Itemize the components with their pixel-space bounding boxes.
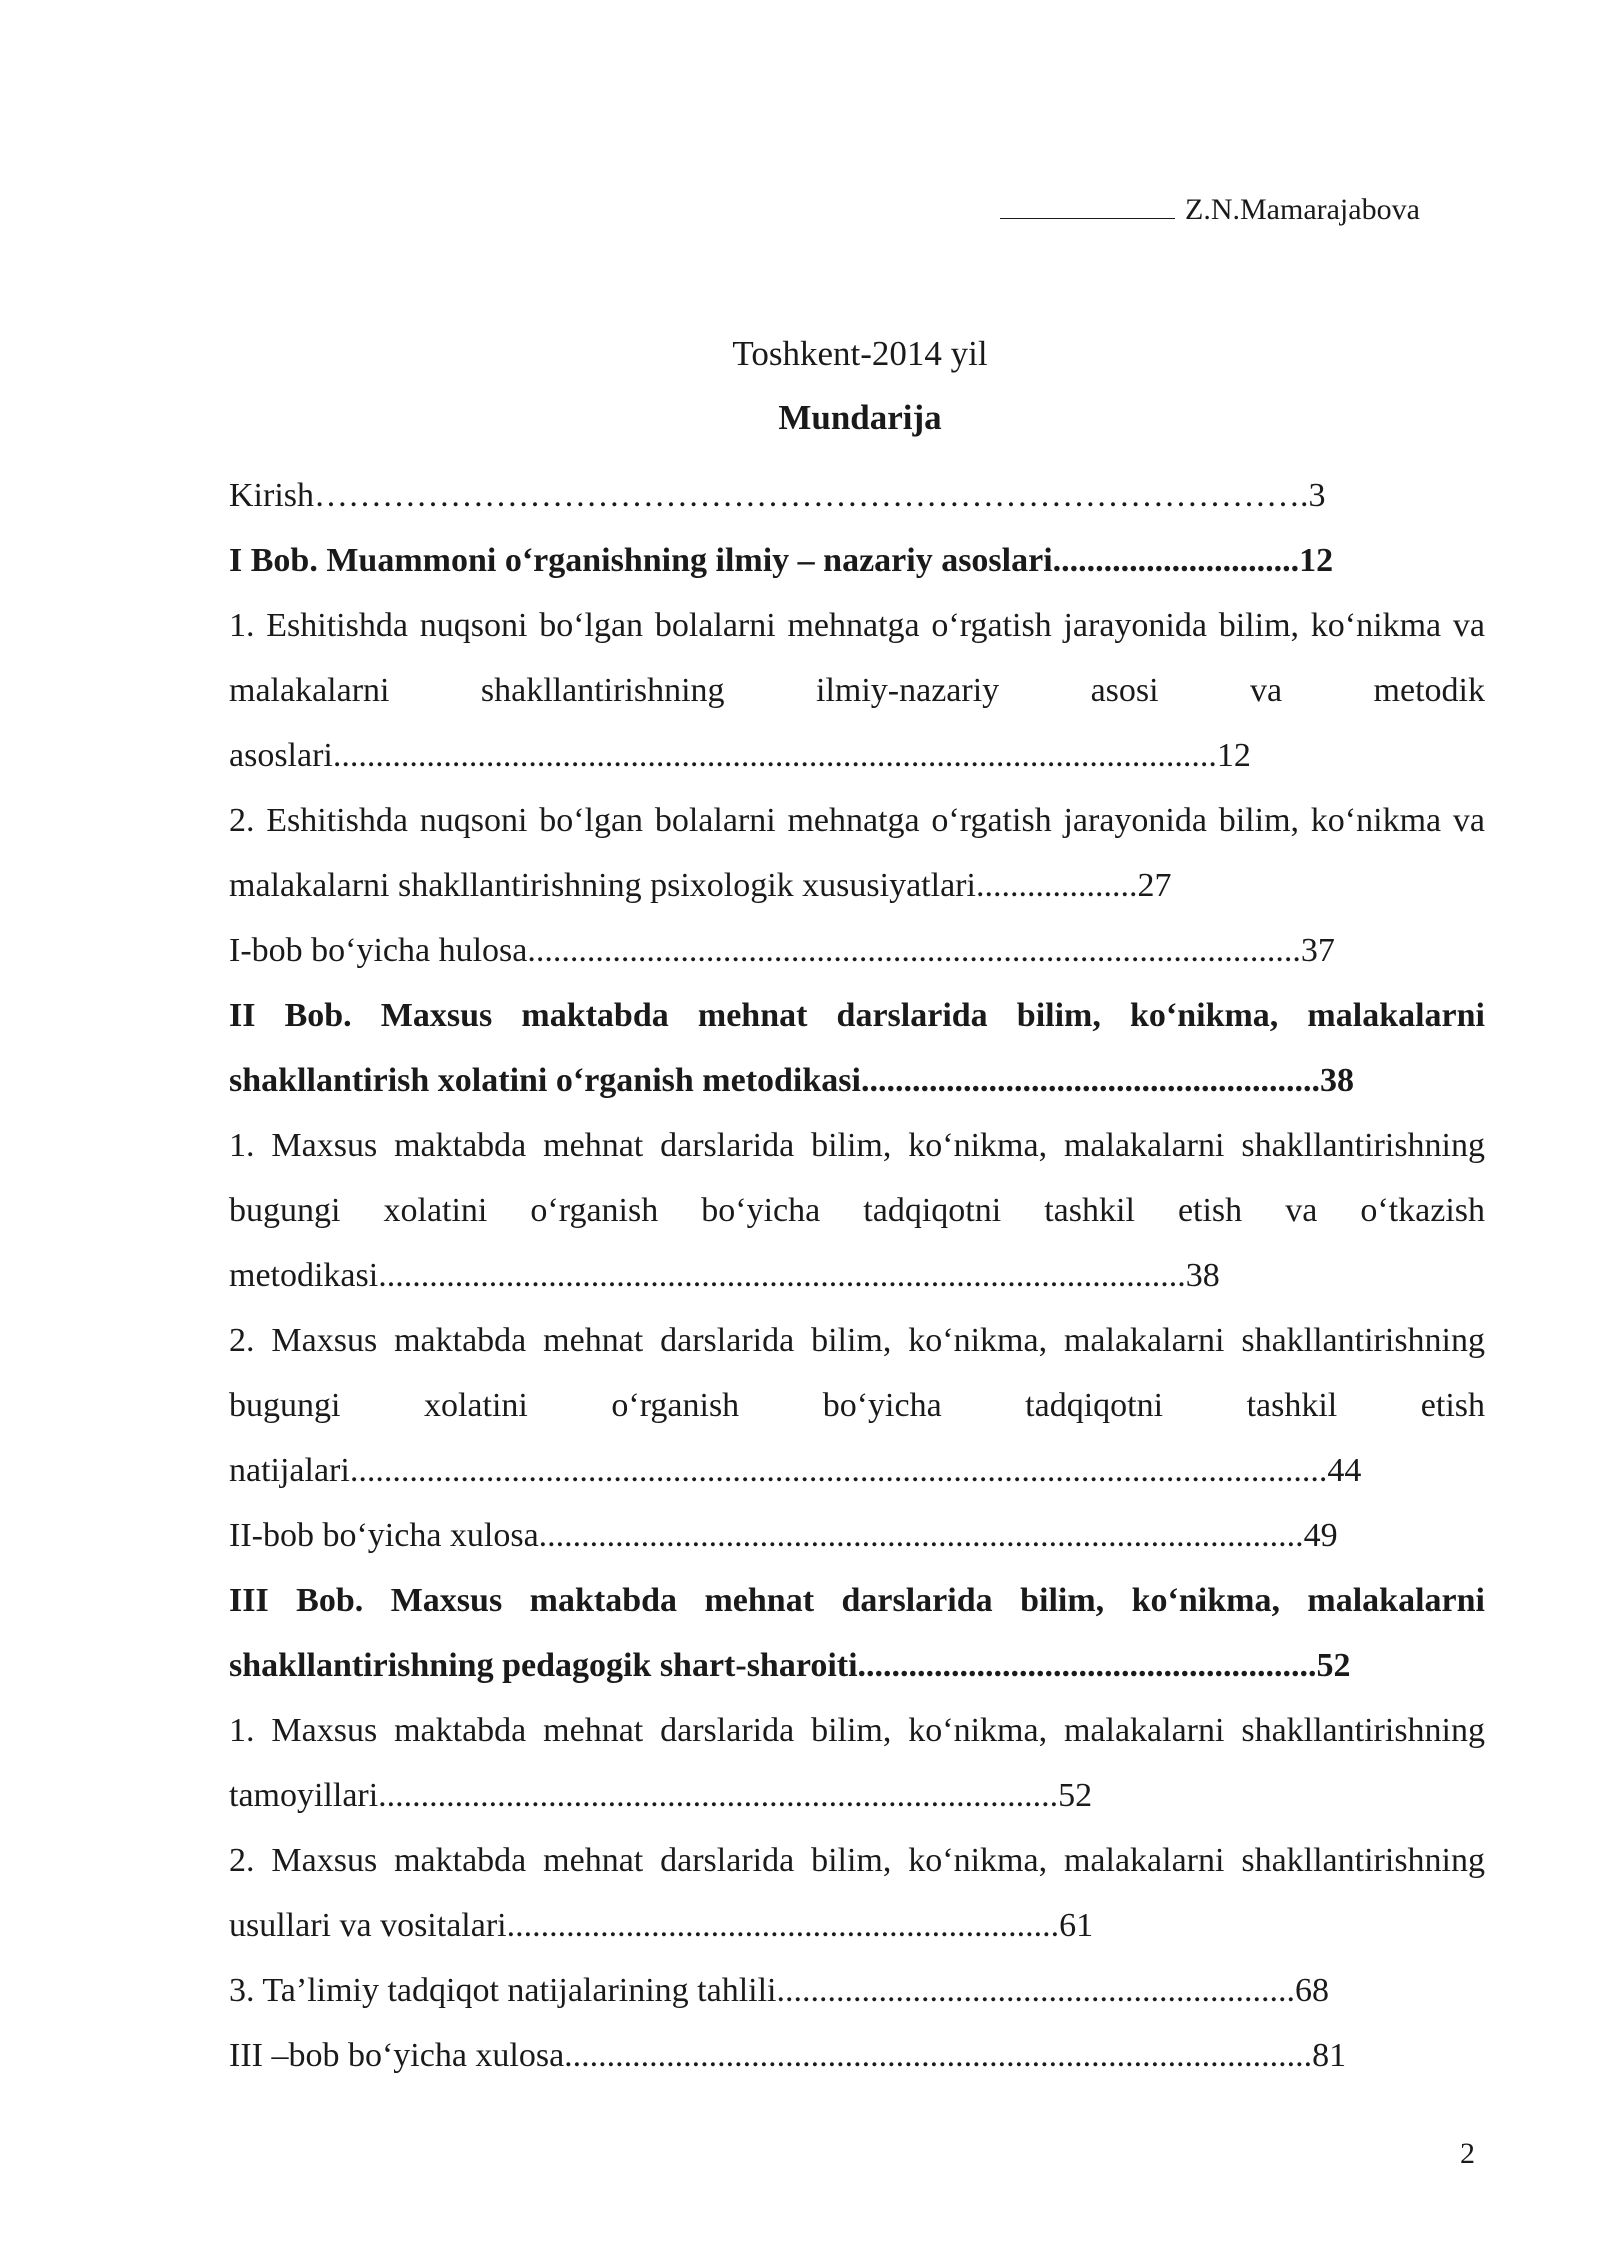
signature-line [1000, 192, 1420, 228]
toc-entry[interactable]: 2. Eshitishda nuqsoni bo‘lgan bolalarni mehnatga o‘rgatish jarayonida bilim, ko‘nikma va malakalarni shakllantirishning psixologik xususiyatlari...................27 [229, 802, 1485, 904]
table-of-contents [229, 463, 1485, 2088]
toc-entry[interactable]: 2. Maxsus maktabda mehnat darslarida bilim, ko‘nikma, malakalarni shakllantirishning usullari va vositalari.................................................................61 [229, 1842, 1485, 1944]
toc-entry[interactable]: III –bob bo‘yicha xulosa........................................................................................81 [229, 2037, 1347, 2074]
toc-entry[interactable]: 1. Maxsus maktabda mehnat darslarida bilim, ko‘nikma, malakalarni shakllantirishning bugungi xolatini o‘rganish bo‘yicha tadqiqotni tashkil etish va o‘tkazish metodikasi...............................................................................................38 [229, 1127, 1485, 1294]
toc-chapter-heading[interactable]: II Bob. Maxsus maktabda mehnat darslarida bilim, ko‘nikma, malakalarni shakllantirish xolatini o‘rganish metodikasi......................................................38 [229, 997, 1485, 1099]
toc-chapter-heading[interactable]: I Bob. Muammoni o‘rganishning ilmiy – nazariy asoslari.............................12 [229, 542, 1334, 579]
signature-blank [1000, 196, 1175, 219]
toc-entry[interactable]: 2. Maxsus maktabda mehnat darslarida bilim, ko‘nikma, malakalarni shakllantirishning bugungi xolatini o‘rganish bo‘yicha tadqiqotni tashkil etish natijalari...................................................................................................................44 [229, 1322, 1485, 1489]
toc-chapter-heading[interactable]: III Bob. Maxsus maktabda mehnat darslarida bilim, ko‘nikma, malakalarni shakllantirishning pedagogik shart-sharoiti......................................................52 [229, 1582, 1485, 1684]
toc-entry[interactable]: Kirish…………………………………………………………………………….3 [229, 477, 1326, 514]
author-name: Z.N.Mamarajabova [1185, 193, 1420, 226]
toc-entry[interactable]: I-bob bo‘yicha hulosa...........................................................................................37 [229, 932, 1335, 969]
toc-entry[interactable]: II-bob bo‘yicha xulosa..........................................................................................49 [229, 1517, 1338, 1554]
page-number: 2 [1460, 2137, 1475, 2170]
toc-entry[interactable]: 1. Eshitishda nuqsoni bo‘lgan bolalarni mehnatga o‘rgatish jarayonida bilim, ko‘nikma va malakalarni shakllantirishning ilmiy-nazariy asosi va metodik asoslari........................................................................................................12 [229, 607, 1485, 774]
toc-entry[interactable]: 1. Maxsus maktabda mehnat darslarida bilim, ko‘nikma, malakalarni shakllantirishning tamoyillari................................................................................52 [229, 1712, 1485, 1814]
city-year: Toshkent-2014 yil [732, 334, 988, 373]
toc-entry[interactable]: 3. Ta’limiy tadqiqot natijalarining tahlili.............................................................68 [229, 1972, 1330, 2009]
toc-title: Mundarija [778, 398, 942, 437]
